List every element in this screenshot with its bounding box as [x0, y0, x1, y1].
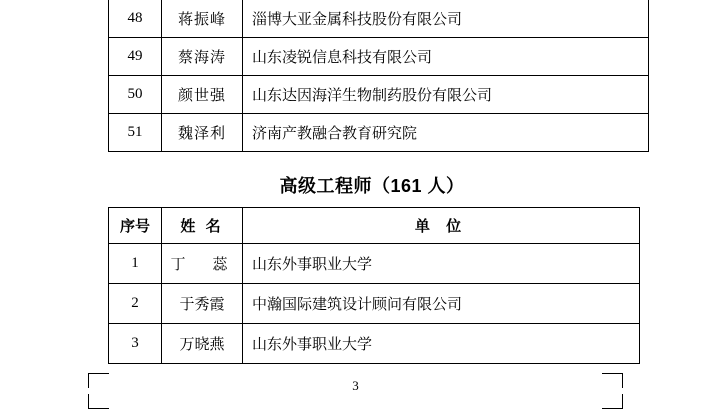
row-name: 万晓燕 [162, 324, 243, 364]
section-title: 高级工程师（161 人） [279, 176, 465, 196]
row-number: 50 [109, 76, 162, 114]
row-organization: 山东达因海洋生物制药股份有限公司 [243, 76, 649, 114]
column-header-number: 序号 [109, 208, 162, 244]
row-number: 48 [109, 0, 162, 38]
row-name: 魏泽利 [162, 114, 243, 152]
row-organization: 济南产教融合教育研究院 [243, 114, 649, 152]
row-name: 蒋振峰 [162, 0, 243, 38]
row-name: 颜世强 [162, 76, 243, 114]
table-header-row [109, 208, 640, 244]
senior-engineer-table [108, 207, 640, 364]
row-organization: 山东外事职业大学 [243, 244, 640, 284]
table-row [109, 284, 640, 324]
crop-mark-bottom-left [88, 394, 109, 409]
row-name: 于秀霞 [162, 284, 243, 324]
row-name: 蔡海涛 [162, 38, 243, 76]
row-organization: 中瀚国际建筑设计顾问有限公司 [243, 284, 640, 324]
crop-mark-bottom-right [602, 394, 623, 409]
column-header-name: 姓 名 [162, 208, 243, 244]
table-row [109, 114, 649, 152]
table-row [109, 0, 649, 38]
row-organization: 淄博大亚金属科技股份有限公司 [243, 0, 649, 38]
table-row [109, 324, 640, 364]
column-header-organization: 单 位 [243, 208, 640, 244]
continued-personnel-table [108, 0, 649, 152]
row-number: 2 [109, 284, 162, 324]
row-number: 3 [109, 324, 162, 364]
row-number: 49 [109, 38, 162, 76]
row-organization: 山东凌锐信息科技有限公司 [243, 38, 649, 76]
row-number: 1 [109, 244, 162, 284]
table-row [109, 244, 640, 284]
table-row [109, 38, 649, 76]
table-row [109, 76, 649, 114]
row-number: 51 [109, 114, 162, 152]
page-number: 3 [352, 378, 359, 393]
row-name: 丁 蕊 [162, 244, 243, 284]
row-organization: 山东外事职业大学 [243, 324, 640, 364]
